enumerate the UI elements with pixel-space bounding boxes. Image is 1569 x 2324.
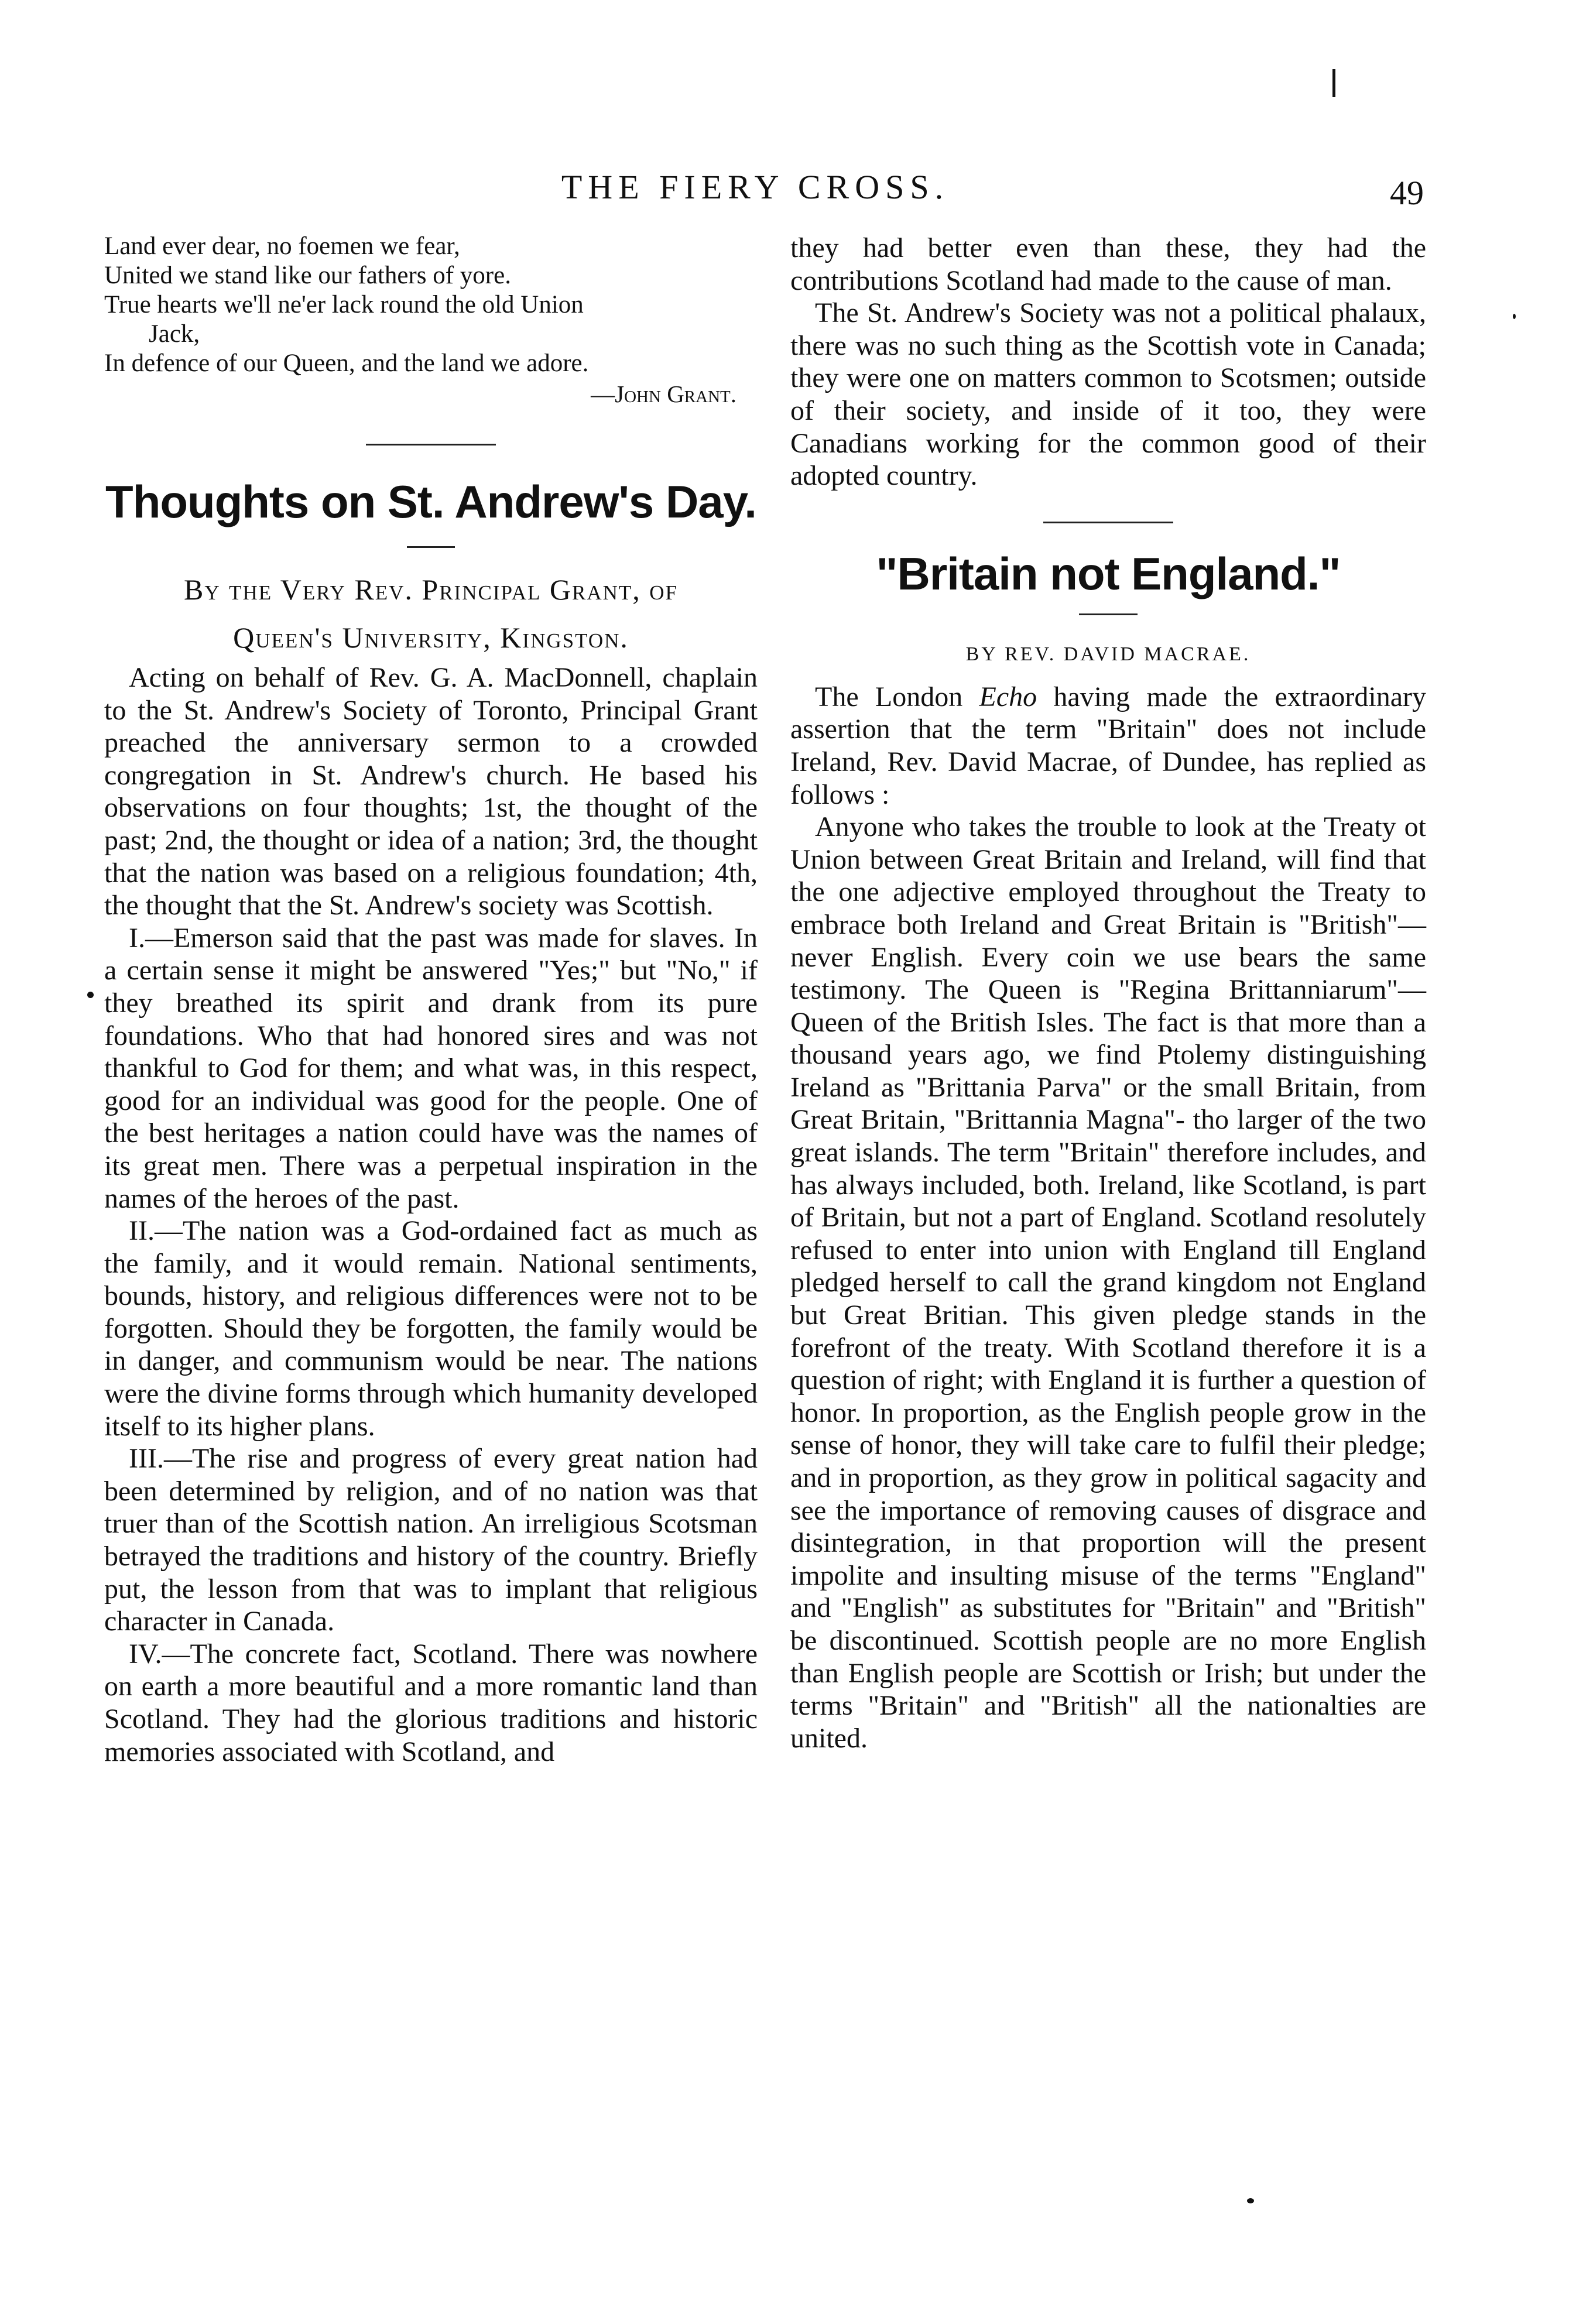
article-paragraph: III.—The rise and progress of every great nation had been determined by religion, and of no nation was that truer than of the Scottish nation. An irreligious Scotsman betrayed the traditions and history of the country. Briefly put, the lesson from that was to implant that religious character in Canada. bbox=[104, 1443, 758, 1637]
poem-line: True hearts we'll ne'er lack round the old Union bbox=[104, 291, 584, 318]
running-header-title: THE FIERY CROSS. bbox=[561, 168, 950, 206]
right-column bbox=[790, 232, 1426, 1754]
poem-line: Jack, bbox=[149, 320, 200, 348]
intro-text: The London bbox=[815, 681, 979, 712]
newspaper-name: Echo bbox=[979, 681, 1037, 712]
poem-line: United we stand like our fathers of yore. bbox=[104, 262, 511, 289]
article-byline-affiliation: Queen's University, Kingston. bbox=[233, 621, 629, 654]
article-byline: By the Very Rev. Principal Grant, of bbox=[183, 573, 679, 606]
article-paragraph: I.—Emerson said that the past was made for slaves. In a certain sense it might be answered "Yes;" but "No," if they breathed its spirit and drank from its pure foundations. Who that had honored sires and was not thankful to God for them; and what was, in this respect, good for an individual was good for the people. One of the best heritages a nation could have was the names of its great men. There was a perpetual inspiration in the names of the heroes of the past. bbox=[104, 922, 758, 1214]
ink-speck bbox=[1247, 2198, 1254, 2203]
article-continuation bbox=[790, 232, 1426, 492]
article-paragraph: Acting on behalf of Rev. G. A. MacDonnell, chaplain to the St. Andrew's Society of Toronto, Principal Grant preached the anniversary sermon to a crowded congregation in St. Andrew's church. He based his observations on four thoughts; 1st, the thought of the past; 2nd, the thought or idea of a nation; 3rd, the thought that the nation was based on a religious foundation; 4th, the thought that the St. Andrew's society was Scottish. bbox=[104, 662, 758, 921]
article-paragraph bbox=[790, 681, 1426, 811]
margin-tick-mark bbox=[1332, 69, 1335, 97]
article-body bbox=[104, 661, 758, 1768]
article-paragraph: IV.—The concrete fact, Scotland. There was nowhere on earth a more beautiful and a more romantic land than Scotland. They had the glorious traditions and historic memories associated with Scotland, and bbox=[104, 1638, 758, 1767]
title-divider bbox=[407, 546, 455, 548]
article-title: Thoughts on St. Andrew's Day. bbox=[105, 476, 756, 527]
poem-line: Land ever dear, no foemen we fear, bbox=[104, 232, 460, 260]
article-paragraph: The St. Andrew's Society was not a political phalaux, there was no such thing as the Scottish vote in Canada; they were one on matters common to Scotsmen; outside of their society, and inside of it too, they were Canadians working for the common good of their adopted country. bbox=[790, 297, 1426, 492]
section-divider bbox=[1043, 522, 1173, 523]
ink-speck bbox=[1513, 314, 1516, 319]
page-number: 49 bbox=[1390, 174, 1424, 212]
article-paragraph: II.—The nation was a God-ordained fact as much as the family, and it would remain. National sentiments, bounds, history, and religious differences were not to be forgotten. Should they be forgotten, the family would be in danger, and communism would be near. The nations were the divine forms through which humanity developed itself to its higher plans. bbox=[104, 1215, 758, 1442]
ink-speck bbox=[87, 992, 94, 998]
title-divider bbox=[1079, 613, 1138, 615]
section-divider bbox=[366, 444, 496, 445]
intro-text: having made the extraordinary assertion that the term "Britain" does not include Ireland, Rev. David Macrae, of Dundee, has replied as follows : bbox=[790, 681, 1426, 810]
article-paragraph: Anyone who takes the trouble to look at the Treaty ot Union between Great Britain and Ireland, will find that the one adjective employed throughout the Treaty to embrace both Ireland and Great Britain is "British"—never English. Every coin we use bears the same testimony. The Queen is "Regina Brittanniarum"—Queen of the British Isles. The fact is that more than a thousand years ago, we find Ptolemy distinguishing Ireland as "Brittania Parva" or the small Britain, from Great Britain, "Brittannia Magna"- tho larger of the two great islands. The term "Britain" therefore includes, and has always included, both. Ireland, like Scotland, is part of Britain, but not a part of England. Scotland resolutely refused to enter into union with England till England pledged herself to call the grand kingdom not England but Great Britian. This given pledge stands in the forefront of the treaty. With Scotland therefore it is a question of right; with England it is further a question of honor. In proportion, as the English people grow in the sense of honor, they will take care to fulfil their pledge; and in proportion, as they grow in political sagacity and see the importance of removing causes of disgrace and disintegration, in that proportion will the present impolite and insulting misuse of the terms "England" and "English" as substitutes for "Britain" and "British" be discontinued. Scottish people are no more English than English people are Scottish or Irish; but under the terms "Britain" and "British" all the nationalties are united. bbox=[790, 811, 1426, 1754]
article-paragraph: they had better even than these, they had the contributions Scotland had made to the cause of man. bbox=[790, 232, 1426, 296]
poem-excerpt bbox=[104, 232, 758, 378]
article-body bbox=[790, 681, 1426, 1755]
poem-attribution: —John Grant. bbox=[591, 381, 736, 407]
article-byline: BY REV. DAVID MACRAE. bbox=[965, 643, 1251, 665]
article-title: "Britain not England." bbox=[876, 547, 1341, 599]
poem-line: In defence of our Queen, and the land we adore. bbox=[104, 349, 589, 377]
left-column bbox=[104, 232, 758, 1768]
